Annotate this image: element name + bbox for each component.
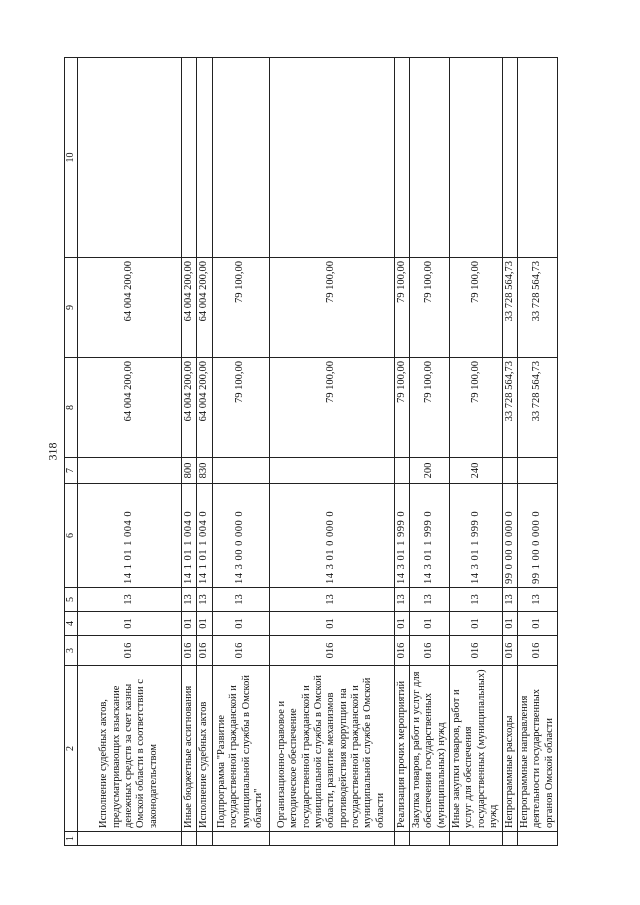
row-number-cell <box>181 832 196 846</box>
amount-col10-cell <box>450 58 503 258</box>
amount-col10-cell <box>77 58 181 258</box>
amount-col8-cell: 64 004 200,00 <box>181 358 196 458</box>
target-article-cell: 14 1 01 1 004 0 <box>197 484 212 588</box>
admin-code-cell: 016 <box>409 636 449 666</box>
row-number-cell <box>212 832 269 846</box>
header-cell: 4 <box>65 612 78 636</box>
amount-col10-cell <box>409 58 449 258</box>
amount-col8-cell: 79 100,00 <box>212 358 269 458</box>
row-number-cell <box>502 832 517 846</box>
target-article-cell: 14 3 01 1 999 0 <box>450 484 503 588</box>
table-row <box>212 58 269 846</box>
expense-type-cell <box>517 458 557 484</box>
header-cell: 2 <box>65 666 78 832</box>
admin-code-cell: 016 <box>502 636 517 666</box>
amount-col8-cell: 79 100,00 <box>450 358 503 458</box>
subsection-code-cell: 13 <box>450 588 503 612</box>
row-number-cell <box>394 832 409 846</box>
header-cell: 9 <box>65 258 78 358</box>
expense-type-cell <box>212 458 269 484</box>
amount-col10-cell <box>181 58 196 258</box>
expense-type-cell <box>269 458 394 484</box>
table-row <box>517 58 557 846</box>
row-number-cell <box>450 832 503 846</box>
admin-code-cell: 016 <box>197 636 212 666</box>
table-row <box>77 58 181 846</box>
amount-col9-cell: 79 100,00 <box>269 258 394 358</box>
row-number-cell <box>517 832 557 846</box>
header-row <box>65 58 78 846</box>
item-name-cell: Закупка товаров, работ и услуг для обеспечения государственных (муниципальных) нужд <box>409 666 449 832</box>
row-number-cell <box>269 832 394 846</box>
target-article-cell: 14 3 01 1 999 0 <box>409 484 449 588</box>
section-code-cell: 01 <box>181 612 196 636</box>
subsection-code-cell: 13 <box>517 588 557 612</box>
section-code-cell: 01 <box>409 612 449 636</box>
target-article-cell: 99 0 00 0 000 0 <box>502 484 517 588</box>
table-row <box>394 58 409 846</box>
target-article-cell: 14 3 01 1 999 0 <box>394 484 409 588</box>
amount-col9-cell: 64 004 200,00 <box>77 258 181 358</box>
table-row <box>181 58 196 846</box>
amount-col10-cell <box>269 58 394 258</box>
amount-col8-cell: 33 728 564,73 <box>502 358 517 458</box>
amount-col8-cell: 79 100,00 <box>269 358 394 458</box>
amount-col9-cell: 79 100,00 <box>394 258 409 358</box>
row-number-cell <box>409 832 449 846</box>
admin-code-cell: 016 <box>77 636 181 666</box>
subsection-code-cell: 13 <box>197 588 212 612</box>
item-name-cell: Исполнение судебных актов <box>197 666 212 832</box>
admin-code-cell: 016 <box>269 636 394 666</box>
admin-code-cell: 016 <box>181 636 196 666</box>
expense-type-cell <box>394 458 409 484</box>
amount-col8-cell: 33 728 564,73 <box>517 358 557 458</box>
header-cell: 5 <box>65 588 78 612</box>
expense-type-cell <box>77 458 181 484</box>
header-cell: 6 <box>65 484 78 588</box>
item-name-cell: Непрограммные расходы <box>502 666 517 832</box>
subsection-code-cell: 13 <box>394 588 409 612</box>
expense-type-cell: 830 <box>197 458 212 484</box>
target-article-cell: 14 1 01 1 004 0 <box>77 484 181 588</box>
budget-table <box>64 57 558 846</box>
item-name-cell: Подпрограмма "Развитие государственной гражданской и муниципальной службы в Омской области" <box>212 666 269 832</box>
amount-col9-cell: 64 004 200,00 <box>181 258 196 358</box>
amount-col8-cell: 64 004 200,00 <box>77 358 181 458</box>
admin-code-cell: 016 <box>212 636 269 666</box>
subsection-code-cell: 13 <box>212 588 269 612</box>
item-name-cell: Реализация прочих мероприятий <box>394 666 409 832</box>
header-cell: 3 <box>65 636 78 666</box>
header-cell: 8 <box>65 358 78 458</box>
section-code-cell: 01 <box>269 612 394 636</box>
header-cell: 1 <box>65 832 78 846</box>
subsection-code-cell: 13 <box>269 588 394 612</box>
section-code-cell: 01 <box>450 612 503 636</box>
amount-col9-cell: 64 004 200,00 <box>197 258 212 358</box>
row-number-cell <box>77 832 181 846</box>
target-article-cell: 99 1 00 0 000 0 <box>517 484 557 588</box>
amount-col10-cell <box>394 58 409 258</box>
rotated-table-frame <box>64 58 555 846</box>
table-row <box>269 58 394 846</box>
target-article-cell: 14 3 00 0 000 0 <box>212 484 269 588</box>
table-row <box>502 58 517 846</box>
table-row <box>409 58 449 846</box>
subsection-code-cell: 13 <box>409 588 449 612</box>
expense-type-cell: 800 <box>181 458 196 484</box>
amount-col10-cell <box>517 58 557 258</box>
amount-col8-cell: 64 004 200,00 <box>197 358 212 458</box>
section-code-cell: 01 <box>394 612 409 636</box>
subsection-code-cell: 13 <box>77 588 181 612</box>
item-name-cell: Иные закупки товаров, работ и услуг для обеспечения государственных (муниципальных) нужд <box>450 666 503 832</box>
row-number-cell <box>197 832 212 846</box>
section-code-cell: 01 <box>517 612 557 636</box>
amount-col10-cell <box>502 58 517 258</box>
item-name-cell: Исполнение судебных актов, предусматривающих взыскание денежных средств за счет казны Омской области в соответствии с законодательством <box>77 666 181 832</box>
admin-code-cell: 016 <box>394 636 409 666</box>
amount-col10-cell <box>197 58 212 258</box>
expense-type-cell: 200 <box>409 458 449 484</box>
section-code-cell: 01 <box>212 612 269 636</box>
expense-type-cell <box>502 458 517 484</box>
target-article-cell: 14 3 01 0 000 0 <box>269 484 394 588</box>
item-name-cell: Организационно-правовое и методическое обеспечение государственной гражданской и муниципальной службы в Омской области, развитие механизмов противодействия коррупции на государственной гражданской и муниципальной службе в Омской области <box>269 666 394 832</box>
header-cell: 10 <box>65 58 78 258</box>
amount-col9-cell: 33 728 564,73 <box>517 258 557 358</box>
table-row <box>450 58 503 846</box>
subsection-code-cell: 13 <box>502 588 517 612</box>
header-cell: 7 <box>65 458 78 484</box>
item-name-cell: Непрограммные направления деятельности государственных органов Омской области <box>517 666 557 832</box>
rotated-table-content <box>64 58 555 846</box>
amount-col9-cell: 79 100,00 <box>450 258 503 358</box>
expense-type-cell: 240 <box>450 458 503 484</box>
amount-col9-cell: 79 100,00 <box>409 258 449 358</box>
item-name-cell: Иные бюджетные ассигнования <box>181 666 196 832</box>
section-code-cell: 01 <box>77 612 181 636</box>
section-code-cell: 01 <box>197 612 212 636</box>
amount-col8-cell: 79 100,00 <box>409 358 449 458</box>
table-row <box>197 58 212 846</box>
subsection-code-cell: 13 <box>181 588 196 612</box>
admin-code-cell: 016 <box>517 636 557 666</box>
amount-col9-cell: 79 100,00 <box>212 258 269 358</box>
amount-col9-cell: 33 728 564,73 <box>502 258 517 358</box>
amount-col10-cell <box>212 58 269 258</box>
admin-code-cell: 016 <box>450 636 503 666</box>
target-article-cell: 14 1 01 1 004 0 <box>181 484 196 588</box>
amount-col8-cell: 79 100,00 <box>394 358 409 458</box>
page-number: 318 <box>45 442 60 461</box>
section-code-cell: 01 <box>502 612 517 636</box>
